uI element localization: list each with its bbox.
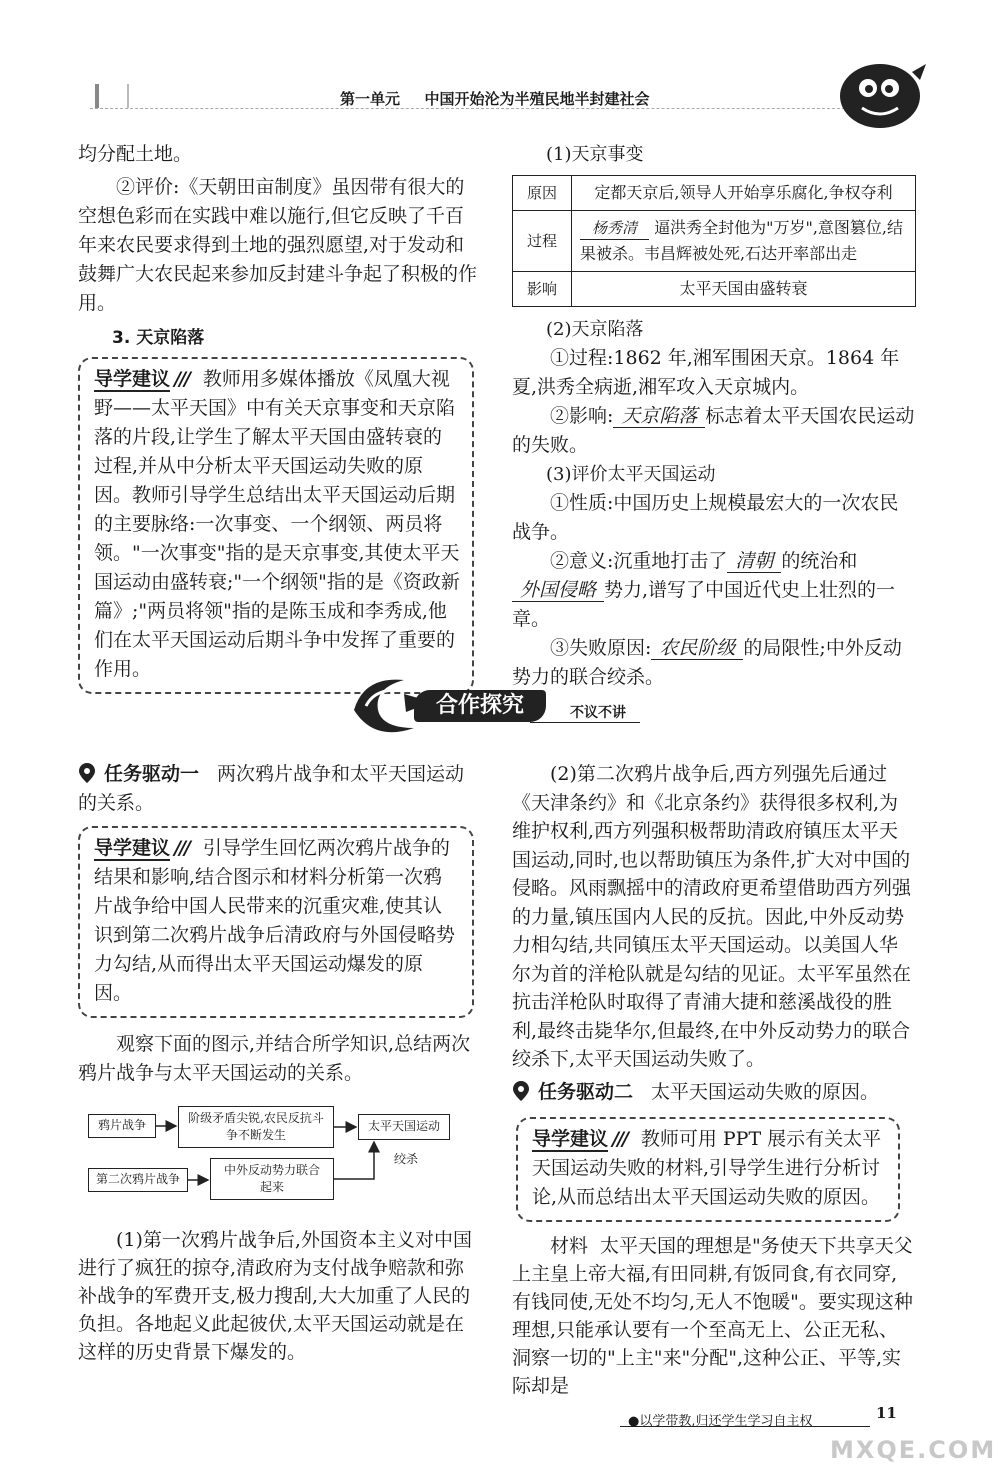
table-head-cause: 原因 (513, 176, 572, 211)
blank-qing: 清朝 (727, 550, 781, 573)
banner-rule (530, 722, 640, 723)
answer-2: (2)第二次鸦片战争后,西方列强先后通过《天津条约》和《北京条约》获得很多权利,为维护权利,西方列强积极帮助清政府镇压太平天国运动,同时,也以帮助镇压为条件,扩大对中国的侵略。风雨飘摇中的清政府更希望借助西方列强的力量,镇压国内人民的反抗。因此,中外反动势力相勾结,共同镇压太平天国运动。以美国人华尔为首的洋枪队就是勾结的见证。太平军虽然在抗击洋枪队时取得了青浦大捷和慈溪战役的胜利,最终击毙华尔,但最终,在中外反动势力的联合绞杀下,太平天国运动失败了。 (512, 763, 912, 1070)
guide-title-2: 导学建议 (94, 837, 171, 859)
blank-fall: 天京陷落 (613, 405, 705, 428)
table-row (513, 272, 916, 307)
meaning-mid: 的统治和 (781, 550, 858, 572)
guide-body-1: 教师用多媒体播放《凤凰大视野——太平天国》中有关天京事变和天京陷落的片段,让学生了解太平天国由盛转衰的过程,并从中分析太平天国运动失败的原因。教师引导学生总结出太平天国运动后期的主要脉络:一次事变、一个纲领、两员将领。"一次事变"指的是天京事变,其使太平天国运动由盛转衰;"一个纲领"指的是《资政新篇》;"两员将领"指的是陈玉成和李秀成,他们在太平天国运动后期斗争中发挥了重要的作用。 (94, 368, 460, 680)
flow-cause1: 阶级矛盾尖锐,农民反抗斗争不断发生 (178, 1106, 334, 1148)
watermark: MXQE.COM (830, 1436, 997, 1464)
table-head-process: 过程 (513, 211, 572, 272)
location-pin-icon (512, 1080, 530, 1102)
task2-text: 太平天国运动失败的原因。 (651, 1080, 880, 1103)
table-cell-cause: 定都天京后,领导人开始享乐腐化,争权夺利 (572, 176, 916, 211)
location-pin-icon (78, 762, 96, 784)
mascot-icon (832, 58, 932, 134)
banner-sub: 不议不讲 (570, 705, 626, 721)
para-evaluation: ②评价:《天朝田亩制度》虽因带有很大的空想色彩而在实践中难以施行,但它反映了千百年来农民要求得到土地的强烈愿望,对于发动和鼓舞广大农民起来参加反封建斗争起了积极的作用。 (78, 176, 478, 314)
eval-nature: ①性质:中国历史上规模最宏大的一次农民战争。 (512, 492, 899, 543)
table-row (513, 211, 916, 272)
incident-table (512, 175, 916, 307)
header-left-bar (95, 84, 129, 108)
eval-failure (512, 634, 916, 692)
guide-text-2 (94, 834, 460, 1008)
section-tianjing-fall: 3. 天京陷落 (112, 328, 205, 348)
guide-title-1: 导学建议 (94, 368, 171, 390)
table-row (513, 176, 916, 211)
bullet-icon: ● (628, 1414, 640, 1429)
fall-process: ①过程:1862 年,湘军围困天京。1864 年夏,洪秀全病逝,湘军攻入天京城内。 (512, 347, 900, 398)
material-body: 太平天国的理想是"务使天下共享天父上主皇上帝大福,有田同耕,有饭同食,有衣同穿,有钱同使,无处不均匀,无人不饱暖"。要实现这种理想,只能承认要有一个至高无上、公正无私、洞察一切的"上主"来"分配",这种公正、平等,实际却是 (512, 1234, 913, 1397)
table-head-impact: 影响 (513, 272, 572, 307)
observe-text: 观察下面的图示,并结合所学知识,总结两次鸦片战争与太平天国运动的关系。 (78, 1033, 471, 1084)
task2-line (512, 1078, 916, 1107)
footer-slogan (628, 1410, 812, 1429)
guide-body-2: 引导学生回忆两次鸦片战争的结果和影响,结合图示和材料分析第一次鸦片战争给中国人民带来的沉重灾难,使其认识到第二次鸦片战争后清政府与外国侵略势力勾结,从而得出太平天国运动爆发的原因。 (94, 837, 456, 1004)
guide-title-3: 导学建议 (532, 1127, 609, 1150)
material-text (512, 1232, 916, 1400)
sub-evaluate: (3)评价太平天国运动 (546, 464, 716, 485)
table-cell-process (572, 211, 916, 272)
guide-text-3 (532, 1125, 886, 1212)
task2-label: 任务驱动二 (538, 1080, 634, 1103)
meaning-label: ②意义:沉重地打击了 (550, 550, 728, 572)
task1-line (78, 760, 480, 818)
blank-yang: 杨秀清 (580, 217, 649, 240)
eval-meaning (512, 547, 916, 634)
guide-body-3: 教师可用 PPT 展示有关太平天国运动失败的材料,引导学生进行分析讨论,从而总结出太平天国运动失败的原因。 (532, 1127, 882, 1208)
guide-text-1 (94, 365, 460, 684)
material-label: 材料 (550, 1234, 589, 1257)
meaning-text: 势力,谱写了中国近代史上壮烈的一章。 (512, 579, 896, 630)
guide-box-3 (516, 1117, 900, 1222)
failure-label: ③失败原因: (550, 637, 652, 659)
impact-text: 标志着太平天国农民运动的失败。 (512, 405, 915, 456)
flow-taiping: 太平天国运动 (358, 1114, 450, 1140)
flow-strangle: 绞杀 (394, 1152, 419, 1166)
task1-label: 任务驱动一 (104, 763, 200, 785)
slash-icon: /// (612, 1127, 627, 1150)
flow-war1: 鸦片战争 (88, 1114, 156, 1138)
table-cell-impact: 太平天国由盛转衰 (572, 272, 916, 307)
footer-slogan-text: 以学带教,归还学生学习自主权 (639, 1414, 813, 1429)
banner-title-box (414, 690, 546, 722)
failure-text: 的局限性;中外反动势力的联合绞杀。 (512, 637, 902, 688)
blank-foreign: 外国侵略 (512, 579, 604, 602)
process-text: 逼洪秀全封他为"万岁",意图篡位,结果被杀。韦昌辉被处死,石达开率部出走 (580, 218, 904, 263)
flow-diagram (78, 1100, 478, 1210)
guide-box-1 (78, 357, 474, 694)
sub-tianjing-incident: (1)天京事变 (546, 144, 644, 165)
slash-icon: /// (174, 368, 189, 390)
header-title: 中国开始沦为半殖民地半封建社会 (424, 90, 650, 108)
flow-arrows (78, 1100, 478, 1210)
flow-cause2: 中外反动势力联合起来 (210, 1158, 334, 1200)
slash-icon: /// (174, 837, 189, 859)
guide-box-2 (78, 826, 474, 1018)
answer-1: (1)第一次鸦片战争后,外国资本主义对中国进行了疯狂的掠夺,清政府为支付战争赔款和弥补战争的军费开支,极力搜刮,大大加重了人民的负担。各地起义此起彼伏,太平天国运动就是在这样的历史背景下爆发的。 (78, 1229, 472, 1363)
page-number: 11 (876, 1404, 897, 1422)
banner-title: 合作探究 (435, 693, 524, 718)
task1-text: 两次鸦片战争和太平天国运动的关系。 (78, 763, 465, 814)
flow-war2: 第二次鸦片战争 (88, 1168, 188, 1192)
impact-label: ②影响: (550, 405, 614, 427)
blank-peasant: 农民阶级 (651, 637, 743, 660)
sub-tianjing-fall: (2)天京陷落 (546, 319, 644, 340)
para-land: 均分配土地。 (78, 143, 193, 165)
page-header (340, 88, 650, 109)
fall-impact (512, 402, 916, 460)
header-unit: 第一单元 (340, 90, 401, 108)
